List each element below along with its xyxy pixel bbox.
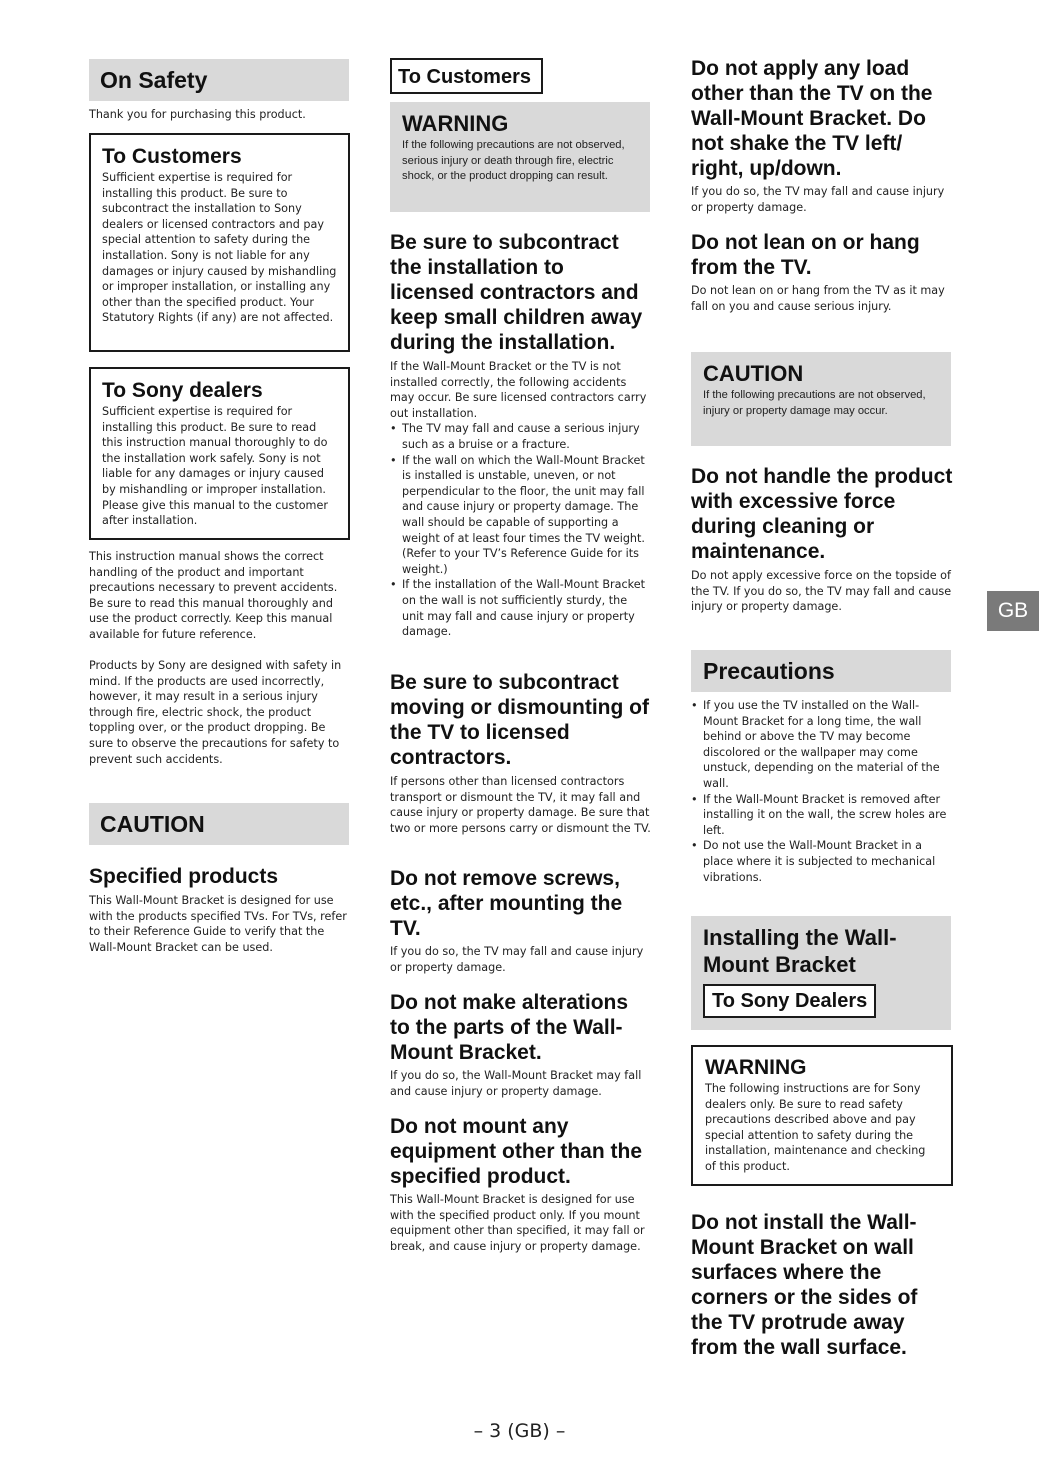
on-safety-heading	[89, 59, 349, 101]
designed-safety-text: Products by Sony are designed with safety in mind. If the products are used incorrectly, however, it may result in a serious injury through fire, electric shock, the product toppling over, or the product dropping. Be sure to observe the precautions for safety to prevent such accidents.	[89, 659, 342, 766]
subcontract-moving-body: If persons other than licensed contractors transport or dismount the TV, it may fall and cause injury or property damage. Be sure that two or more persons carry or dismount the TV.	[390, 775, 651, 835]
on-safety-title: On Safety	[100, 67, 208, 93]
caution-body: If the following precautions are not observed, injury or property damage may occur.	[703, 389, 926, 417]
no-alterations-heading: Do not make alterations to the parts of the Wall-Mount Bracket.	[390, 991, 629, 1064]
to-sony-dealers-label: To Sony Dealers	[712, 990, 868, 1012]
subcontract-moving-heading: Be sure to subcontract moving or dismounting of the TV to licensed contractors.	[390, 671, 649, 769]
to-customers-label-box	[390, 58, 543, 94]
no-load-body: If you do so, the TV may fall and cause injury or property damage.	[691, 185, 945, 214]
no-alterations-body: If you do so, the Wall-Mount Bracket may fall and cause injury or property damage.	[390, 1069, 642, 1098]
caution-heading	[89, 803, 349, 845]
caution-title: CAUTION	[703, 361, 804, 386]
subcontract-install-body: If the Wall-Mount Bracket or the TV is not installed correctly, the following accidents may occur. Be sure licensed contractors carry out installation.	[390, 360, 647, 420]
list-item: • The TV may fall and cause a serious injury such as a bruise or a fracture.	[390, 421, 652, 452]
no-lean-heading: Do not lean on or hang from the TV.	[691, 231, 920, 279]
list-item: • If the Wall-Mount Bracket is removed after installing it on the wall, the screw holes are left.	[691, 792, 953, 839]
installing-panel	[691, 916, 951, 1030]
precautions-title: Precautions	[703, 658, 835, 684]
to-sony-dealers-label-box	[703, 984, 876, 1018]
subcontract-install-content	[390, 359, 652, 640]
specified-products-heading: Specified products	[89, 865, 279, 888]
warning-box	[691, 1045, 953, 1186]
to-sony-dealers-body: Sufficient expertise is required for installing this product. Be sure to read this instruction manual thoroughly to do the installation work safely. Sony is not liable for any damages or injury caused by mishandling or improper installation. Please give this manual to the customer after installation.	[102, 405, 328, 528]
list-item: • If the installation of the Wall-Mount Bracket on the wall is not sufficiently sturdy, the unit may fall and cause injury or property damage.	[390, 577, 652, 639]
warning-panel	[390, 102, 650, 212]
subcontract-install-list	[390, 421, 652, 639]
warning-title: WARNING	[705, 1056, 807, 1079]
no-load-heading: Do not apply any load other than the TV on the Wall-Mount Bracket. Do not shake the TV left/ right, up/down.	[691, 57, 933, 180]
manual-intro-text: This instruction manual shows the correct handling of the product and important precautions necessary to prevent accidents. Be sure to read this manual thoroughly and use the product correctly. Keep this manual available for future reference.	[89, 550, 338, 641]
language-tab: GB	[987, 591, 1039, 631]
no-excessive-force-heading: Do not handle the product with excessive force during cleaning or maintenance.	[691, 465, 953, 563]
specified-products-body: This Wall-Mount Bracket is designed for use with the products specified TVs. For TVs, refer to their Reference Guide to verify that the Wall-Mount Bracket can be used.	[89, 894, 347, 954]
warning-body: The following instructions are for Sony dealers only. Be sure to read safety precautions described above and pay special attention to safety during the installation, maintenance and checking of this product.	[705, 1082, 926, 1173]
to-customers-body: Sufficient expertise is required for installing this product. Be sure to subcontract the installation to Sony dealers or licensed contractors and pay special attention to safety during the installation. Sony is not liable for any damages or injury caused by mishandling or improper installation, or installing any other than the specified product. Your Statutory Rights (if any) are not affected.	[102, 171, 337, 325]
list-item: • If you use the TV installed on the Wall-Mount Bracket for a long time, the wall behind or above the TV may become discolored or the wallpaper may come unstuck, depending on the material of the wall.	[691, 698, 953, 792]
no-other-equipment-heading: Do not mount any equipment other than the specified product.	[390, 1115, 642, 1188]
no-excessive-force-body: Do not apply excessive force on the topside of the TV. If you do so, the TV may fall and cause injury or property damage.	[691, 569, 952, 614]
to-customers-label: To Customers	[398, 66, 531, 88]
subcontract-install-heading: Be sure to subcontract the installation to licensed contractors and keep small children away during the installation.	[390, 231, 643, 354]
list-item-note: (Refer to your TV’s Reference Guide for its weight.)	[402, 547, 639, 576]
no-other-equipment-body: This Wall-Mount Bracket is designed for use with the specified product only. If you mount equipment other than specified, it may fall or break, and cause injury or property damage.	[390, 1193, 645, 1253]
warning-body: If the following precautions are not observed, serious injury or death through fire, electric shock, or the product dropping can result.	[402, 139, 625, 183]
caution-panel	[691, 352, 951, 446]
to-sony-dealers-box	[89, 367, 350, 540]
to-sony-dealers-title: To Sony dealers	[102, 379, 263, 402]
caution-title: CAUTION	[100, 811, 205, 837]
precautions-heading	[691, 650, 951, 692]
warning-title: WARNING	[402, 111, 509, 136]
no-install-protrude-heading: Do not install the Wall-Mount Bracket on wall surfaces where the corners or the sides of the TV protrude away from the wall surface.	[691, 1211, 918, 1359]
to-customers-title: To Customers	[102, 145, 242, 168]
precautions-list	[691, 698, 953, 885]
to-customers-box	[89, 133, 350, 352]
no-remove-screws-heading: Do not remove screws, etc., after mounting the TV.	[390, 867, 623, 940]
page-number: – 3 (GB) –	[473, 1420, 566, 1442]
list-item-text: If the wall on which the Wall-Mount Bracket is installed is unstable, uneven, or not perpendicular to the floor, the unit may fall and cause injury or property damage. The wall should be capable of supporting a weight of at least four times the TV weight.	[402, 453, 645, 545]
list-item	[390, 453, 652, 578]
thank-you-text: Thank you for purchasing this product.	[89, 108, 306, 121]
installing-title: Installing the Wall-Mount Bracket	[703, 925, 897, 977]
no-remove-screws-body: If you do so, the TV may fall and cause injury or property damage.	[390, 945, 644, 974]
no-lean-body: Do not lean on or hang from the TV as it may fall on you and cause serious injury.	[691, 284, 945, 313]
list-item: • Do not use the Wall-Mount Bracket in a place where it is subjected to mechanical vibrations.	[691, 838, 953, 885]
